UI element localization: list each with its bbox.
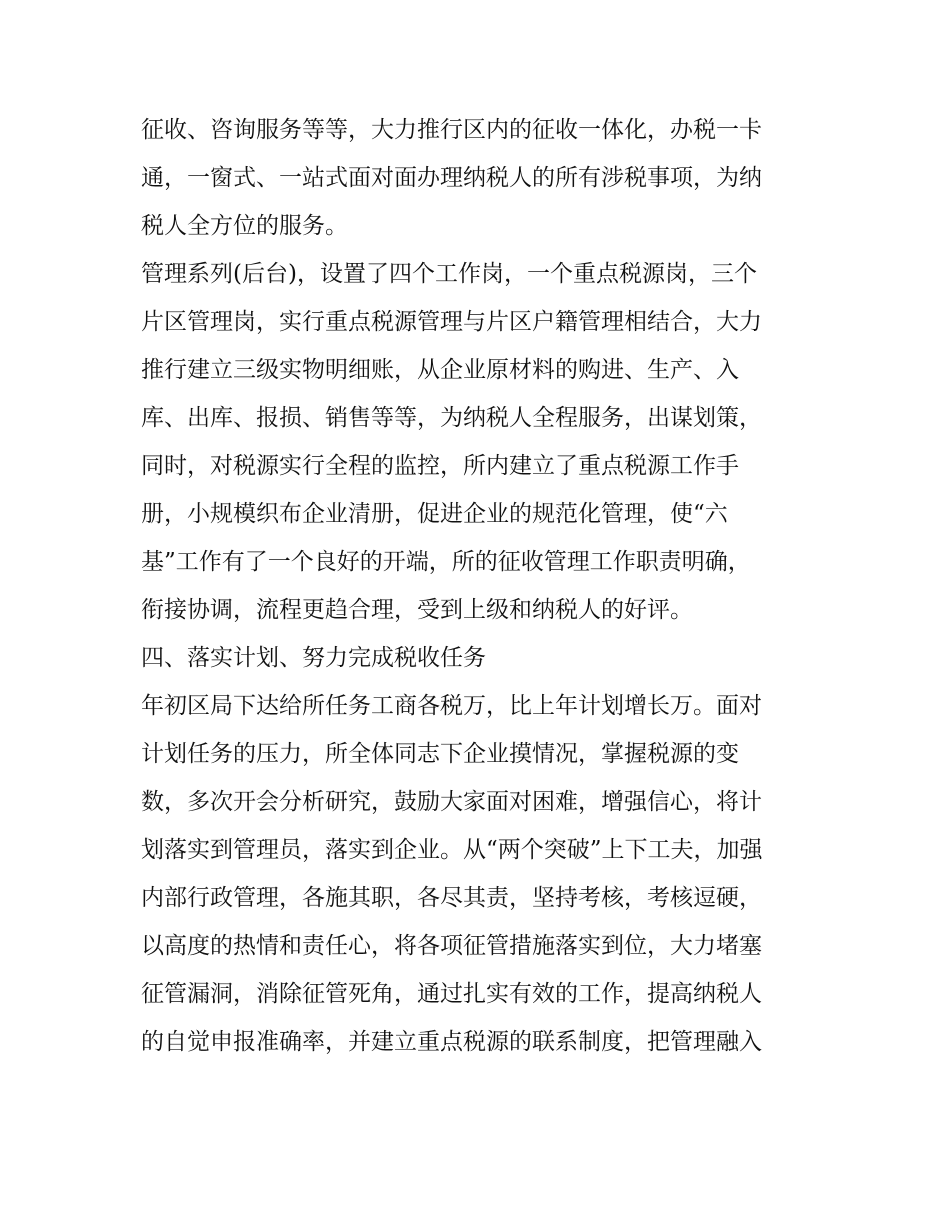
text-line-2: 通，一窗式、一站式面对面办理纳税人的所有涉税事项，为纳: [141, 165, 762, 191]
text-line-1: 征收、咨询服务等等，大力推行区内的征收一体化，办税一卡: [141, 117, 762, 143]
text-line-20: 的自觉申报准确率，并建立重点税源的联系制度，把管理融入: [141, 1029, 762, 1055]
text-line-15: 数，多次开会分析研究，鼓励大家面对困难，增强信心，将计: [141, 789, 762, 815]
section-heading: 四、落实计划、努力完成税收任务: [141, 645, 486, 671]
text-line-4: 管理系列(后台)，设置了四个工作岗，一个重点税源岗，三个: [141, 261, 757, 287]
text-line-11: 衔接协调，流程更趋合理，受到上级和纳税人的好评。: [141, 597, 693, 623]
body-text: [141, 106, 821, 1066]
text-line-18: 以高度的热情和责任心，将各项征管措施落实到位，大力堵塞: [141, 933, 762, 959]
text-line-8: 同时，对税源实行全程的监控，所内建立了重点税源工作手: [141, 453, 739, 479]
text-line-5: 片区管理岗，实行重点税源管理与片区户籍管理相结合，大力: [141, 309, 762, 335]
text-line-10: 基”工作有了一个良好的开端，所的征收管理工作职责明确，: [141, 549, 751, 575]
text-line-17: 内部行政管理，各施其职，各尽其责，坚持考核，考核逗硬，: [141, 885, 762, 911]
text-line-7: 库、出库、报损、销售等等，为纳税人全程服务，出谋划策，: [141, 405, 762, 431]
text-line-13: 年初区局下达给所任务工商各税万，比上年计划增长万。面对: [141, 693, 762, 719]
text-line-6: 推行建立三级实物明细账，从企业原材料的购进、生产、入: [141, 357, 739, 383]
text-line-16: 划落实到管理员，落实到企业。从“两个突破”上下工夫，加强: [141, 837, 763, 863]
text-line-14: 计划任务的压力，所全体同志下企业摸情况，掌握税源的变: [141, 741, 739, 767]
text-line-9: 册，小规模织布企业清册，促进企业的规范化管理，使“六: [141, 501, 728, 527]
text-line-3: 税人全方位的服务。: [141, 213, 348, 239]
text-line-19: 征管漏洞，消除征管死角，通过扎实有效的工作，提高纳税人: [141, 981, 762, 1007]
